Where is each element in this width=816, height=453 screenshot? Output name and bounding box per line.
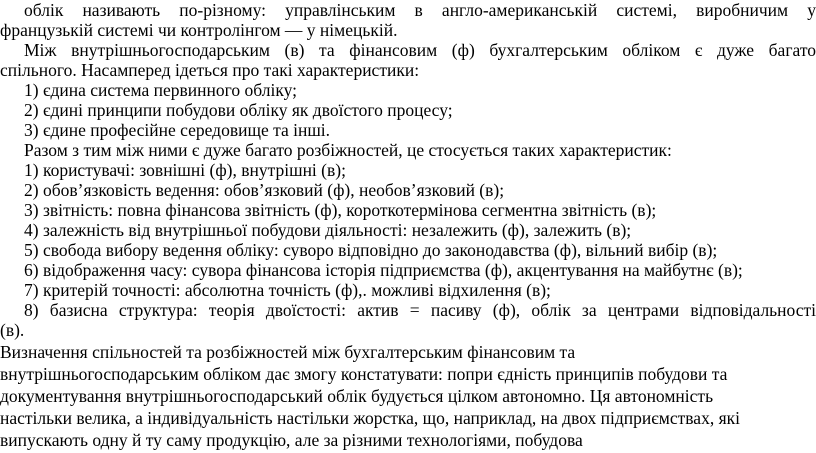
diff-item-6: 6) відображення часу: сувора фінансова історія підприємства (ф), акцентування на майбутнє (в); xyxy=(24,260,743,280)
conclusion-line-4: настільки велика, а індивідуальність настільки жорстка, що, наприклад, на двох підприємствах, які xyxy=(0,408,740,428)
diff-item-2: 2) обов’язковість ведення: обов’язковий (ф), необов’язковий (в); xyxy=(24,180,505,200)
diff-item-4: 4) залежність від внутрішньої побудови діяльності: незалежить (ф), залежить (в); xyxy=(24,220,632,240)
conclusion-line-2: внутрішньогосподарським обліком дає змогу констатувати: попри єдність принципів побудови та xyxy=(0,364,728,384)
diff-item-1: 1) користувачі: зовнішні (ф), внутрішні (в); xyxy=(24,160,346,180)
intro-line-1: облік називають по-різному: управлінським в англо-американській системі, виробничим у xyxy=(24,0,816,20)
common-intro-line-1: Між внутрішньогосподарським (в) та фінансовим (ф) бухгалтерським обліком є дуже багато xyxy=(24,40,816,60)
common-item-1: 1) єдина система первинного обліку; xyxy=(24,80,297,100)
conclusion-line-5: випускають одну й ту саму продукцію, але за різними технологіями, побудова xyxy=(0,430,583,450)
intro-line-2: французькій системі чи контролінгом — у німецькій. xyxy=(0,20,398,40)
diff-item-8-line-2: (в). xyxy=(0,320,25,340)
common-item-3: 3) єдине професійне середовище та інші. xyxy=(24,120,331,140)
diff-intro: Разом з тим між ними є дуже багато розбіжностей, це стосується таких характеристик: xyxy=(24,140,672,160)
diff-item-3: 3) звітність: повна фінансова звітність (ф), короткотермінова сегментна звітність (в); xyxy=(24,200,657,220)
diff-item-5: 5) свобода вибору ведення обліку: суворо відповідно до законодавства (ф), вільний вибір (в); xyxy=(24,240,718,260)
diff-item-7: 7) критерій точності: абсолютна точність (ф),. можливі відхилення (в); xyxy=(24,280,551,300)
common-item-2: 2) єдині принципи побудови обліку як двоїстого процесу; xyxy=(24,100,453,120)
conclusion-line-3: документування внутрішньогосподарський облік будується цілком автономно. Ця автономність xyxy=(0,386,714,406)
common-intro-line-2: спільного. Насамперед ідеться про такі характеристики: xyxy=(0,60,420,80)
diff-item-8-line-1: 8) базисна структура: теорія двоїстості: актив = пасиву (ф), облік за центрами відповідальності xyxy=(24,300,816,320)
conclusion-line-1: Визначення спільностей та розбіжностей між бухгалтерським фінансовим та xyxy=(0,342,576,362)
